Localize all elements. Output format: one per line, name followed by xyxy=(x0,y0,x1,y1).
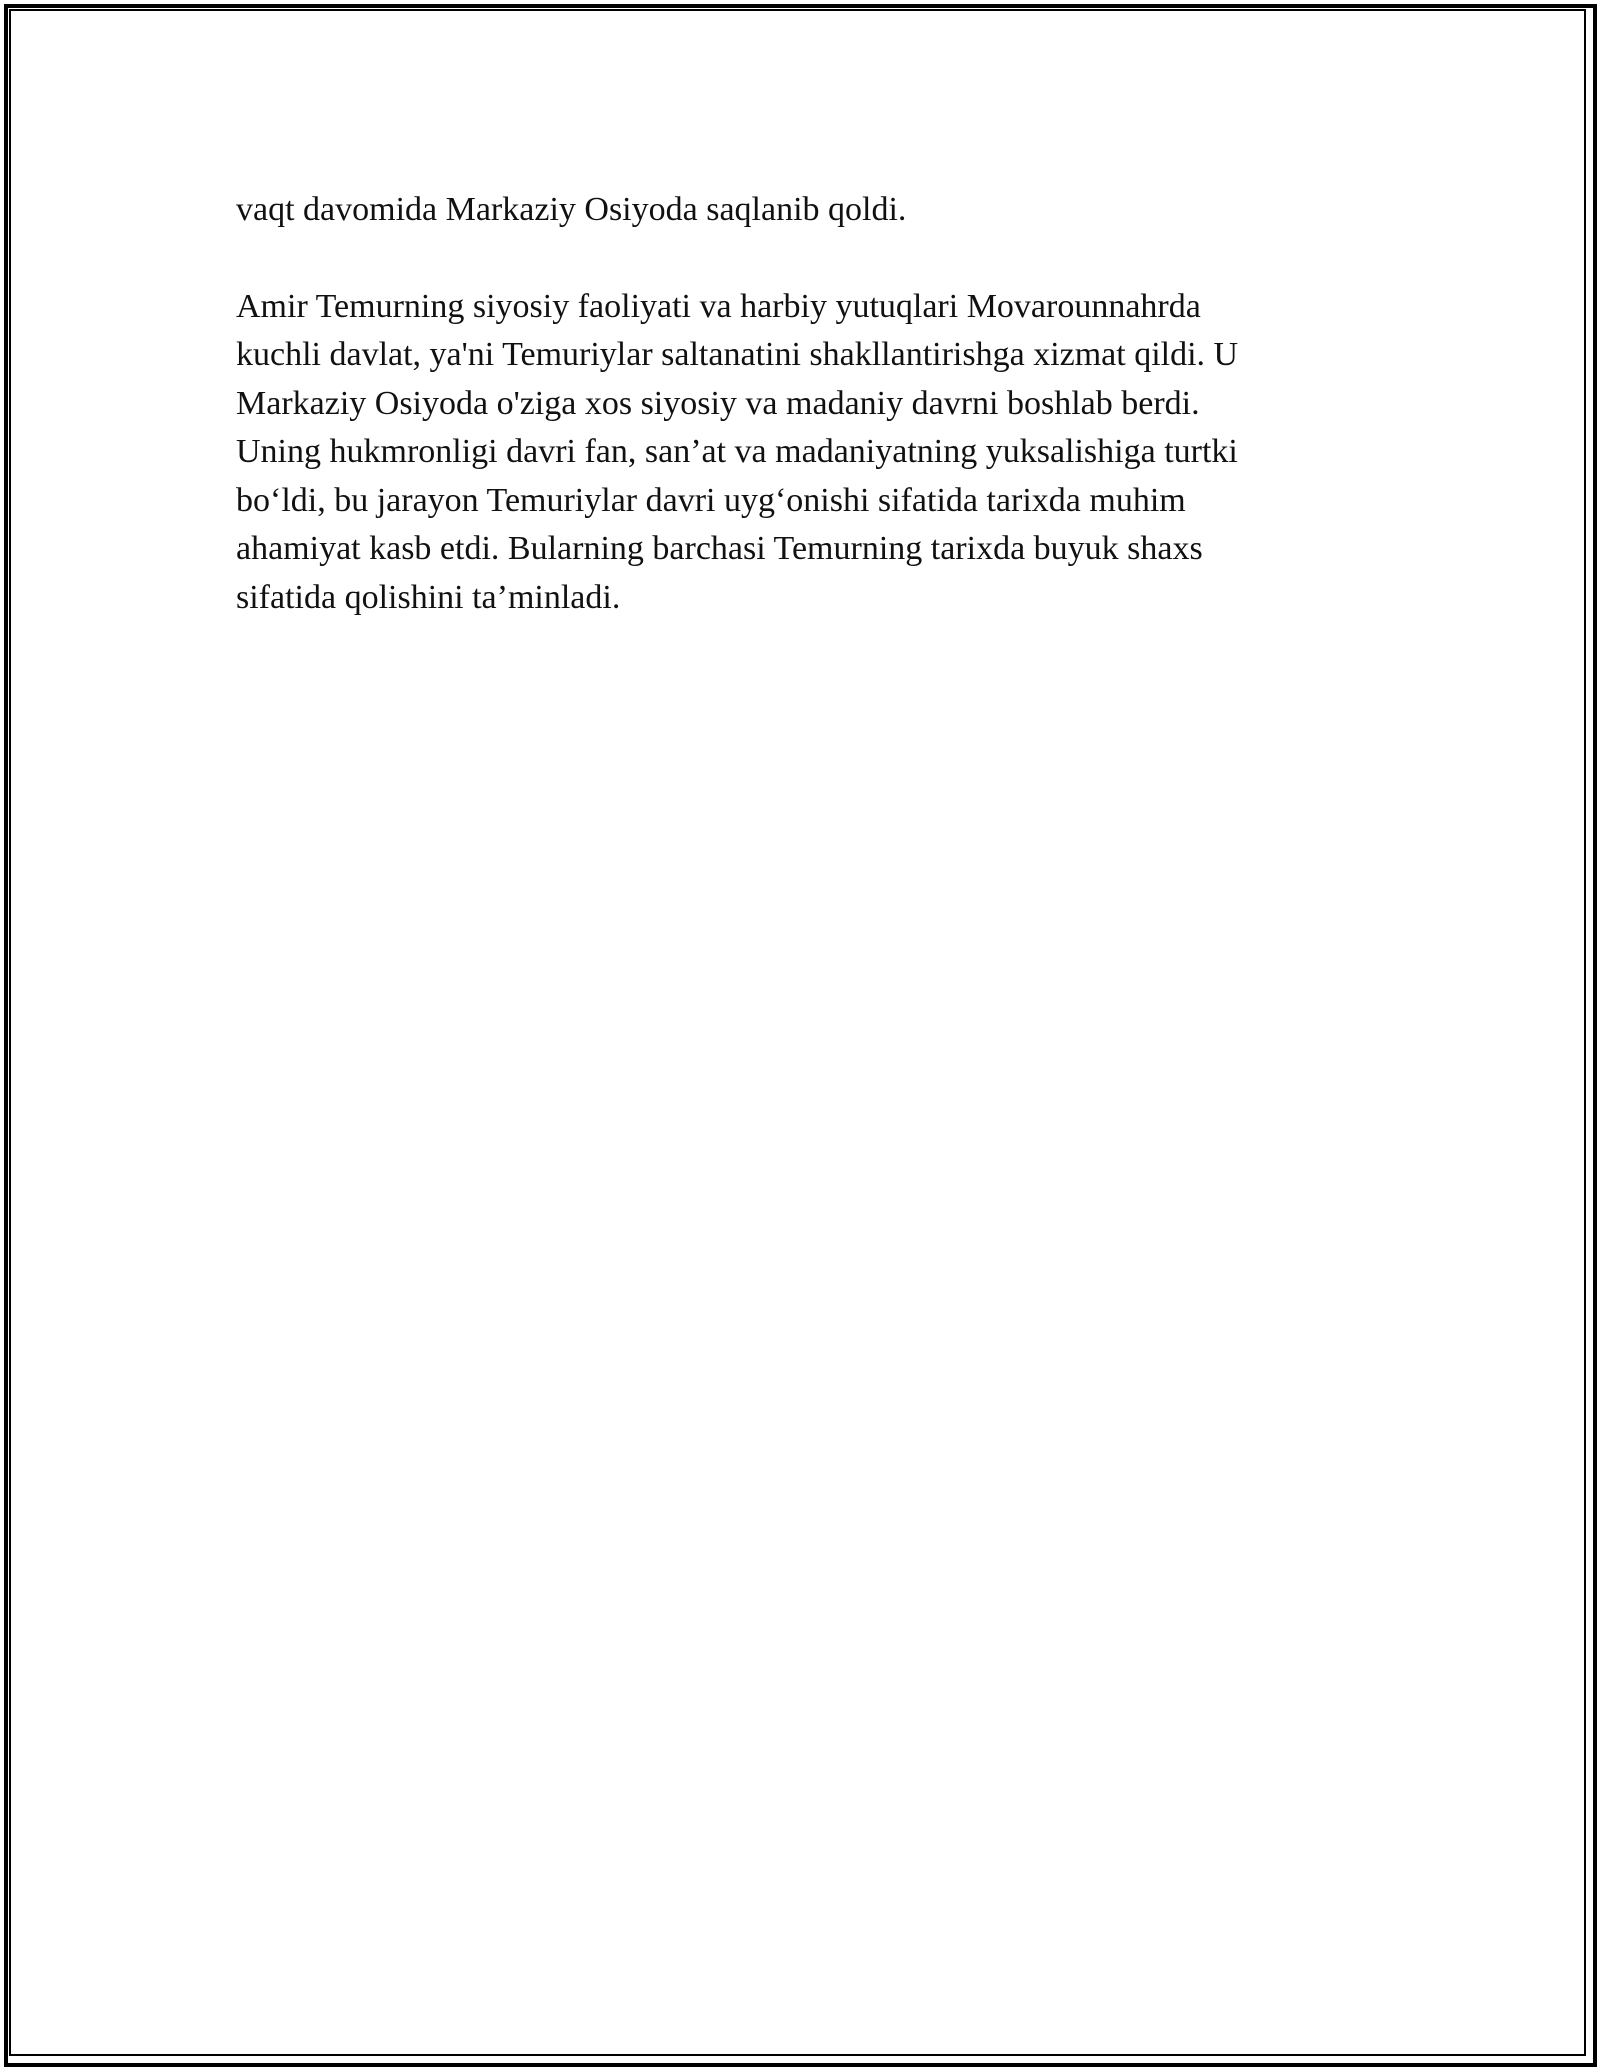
paragraph-temur-legacy: Amir Temurning siyosiy faoliyati va harbiy yutuqlari Movarounnahrda kuchli davlat, ya'ni Temuriylar saltanatini shakllantirishga xizmat qildi. U Markaziy Osiyoda o'ziga xos siyosiy va madaniy davrni boshlab berdi. Uning hukmronligi davri fan, san’at va madaniyatning yuksalishiga turtki bo‘ldi, bu jarayon Temuriylar davri uyg‘onishi sifatida tarixda muhim ahamiyat kasb etdi. Bularning barchasi Temurning tarixda buyuk shaxs sifatida qolishini ta’minladi. xyxy=(236,287,1239,616)
document-body xyxy=(236,186,1351,622)
paragraph-continuation: vaqt davomida Markaziy Osiyoda saqlanib qoldi. xyxy=(236,191,907,228)
